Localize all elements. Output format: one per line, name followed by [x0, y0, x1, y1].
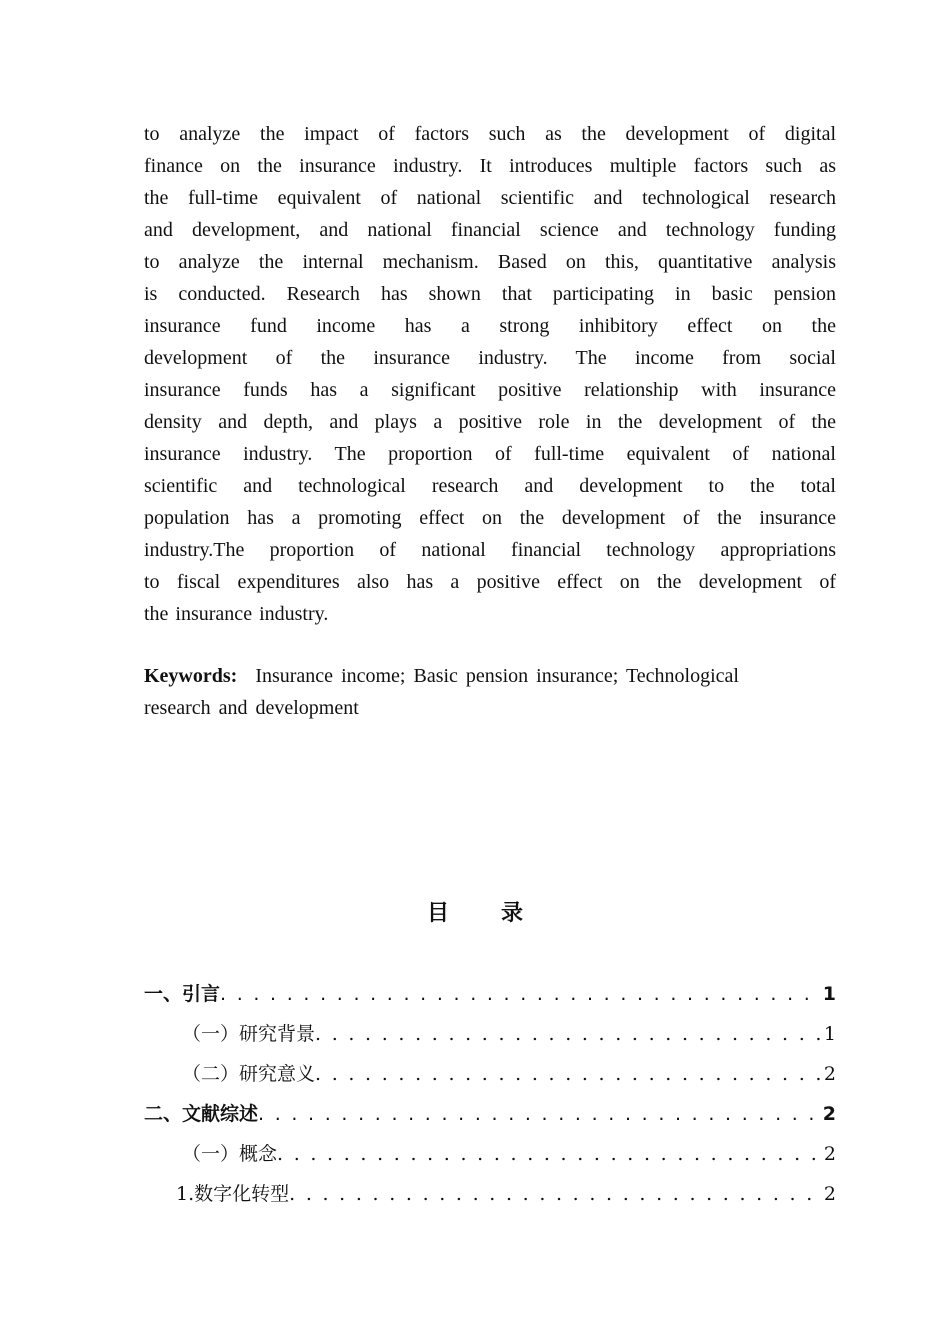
- toc-entry[interactable]: [144, 1058, 836, 1098]
- abstract-line: to analyze the internal mechanism. Based on this, quantitative analysis: [144, 251, 836, 273]
- toc-entry[interactable]: [144, 1018, 836, 1058]
- abstract-line: the insurance industry.: [144, 603, 329, 625]
- abstract-line: is conducted. Research has shown that participating in basic pension: [144, 283, 836, 305]
- toc-page-number: 2: [823, 1183, 836, 1205]
- toc-entry-label: 1.数字化转型: [176, 1183, 290, 1205]
- toc-page-number: 1: [823, 1023, 836, 1045]
- dot-leader: [315, 1058, 822, 1090]
- toc-entry-label: 二、文献综述: [144, 1103, 259, 1125]
- toc-entry-label: （一）概念: [182, 1143, 278, 1165]
- toc-entry[interactable]: [144, 978, 836, 1018]
- abstract-body: [144, 118, 836, 630]
- abstract-line: and development, and national financial science and technology funding: [144, 219, 836, 241]
- toc-page-number: 1: [822, 983, 836, 1005]
- dot-leader: [258, 1098, 821, 1130]
- keywords-text: Insurance income; Basic pension insurance; Technological: [255, 665, 739, 687]
- toc-entry-label: （一）研究背景: [182, 1023, 316, 1045]
- abstract-line: insurance funds has a significant positive relationship with insurance: [144, 379, 836, 401]
- toc-entry-label: （二）研究意义: [182, 1063, 316, 1085]
- table-of-contents: [144, 978, 836, 1218]
- toc-title: 目 录: [426, 901, 524, 926]
- toc-entry-label: 一、引言: [144, 983, 221, 1005]
- keywords-label: Keywords:: [144, 665, 238, 687]
- abstract-line: insurance fund income has a strong inhibitory effect on the: [144, 315, 836, 337]
- toc-page-number: 2: [823, 1063, 836, 1085]
- abstract-line: to fiscal expenditures also has a positive effect on the development of: [144, 571, 836, 593]
- toc-entry[interactable]: [144, 1178, 836, 1218]
- abstract-line: finance on the insurance industry. It introduces multiple factors such as: [144, 155, 836, 177]
- abstract-line: industry.The proportion of national financial technology appropriations: [144, 539, 836, 561]
- abstract-line: insurance industry. The proportion of full-time equivalent of national: [144, 443, 836, 465]
- dot-leader: [277, 1138, 822, 1170]
- abstract-line: population has a promoting effect on the development of the insurance: [144, 507, 836, 529]
- keywords-section: [144, 660, 836, 724]
- keywords-text-cont: research and development: [144, 697, 359, 719]
- dot-leader: [289, 1178, 822, 1210]
- dot-leader: [220, 978, 821, 1010]
- abstract-line: the full-time equivalent of national scientific and technological research: [144, 187, 836, 209]
- toc-entry[interactable]: [144, 1138, 836, 1178]
- abstract-line: development of the insurance industry. The income from social: [144, 347, 836, 369]
- toc-entry[interactable]: [144, 1098, 836, 1138]
- dot-leader: [315, 1018, 822, 1050]
- abstract-line: scientific and technological research and development to the total: [144, 475, 836, 497]
- toc-page-number: 2: [823, 1143, 836, 1165]
- abstract-line: density and depth, and plays a positive role in the development of the: [144, 411, 836, 433]
- abstract-line: to analyze the impact of factors such as the development of digital: [144, 123, 836, 145]
- toc-page-number: 2: [822, 1103, 836, 1125]
